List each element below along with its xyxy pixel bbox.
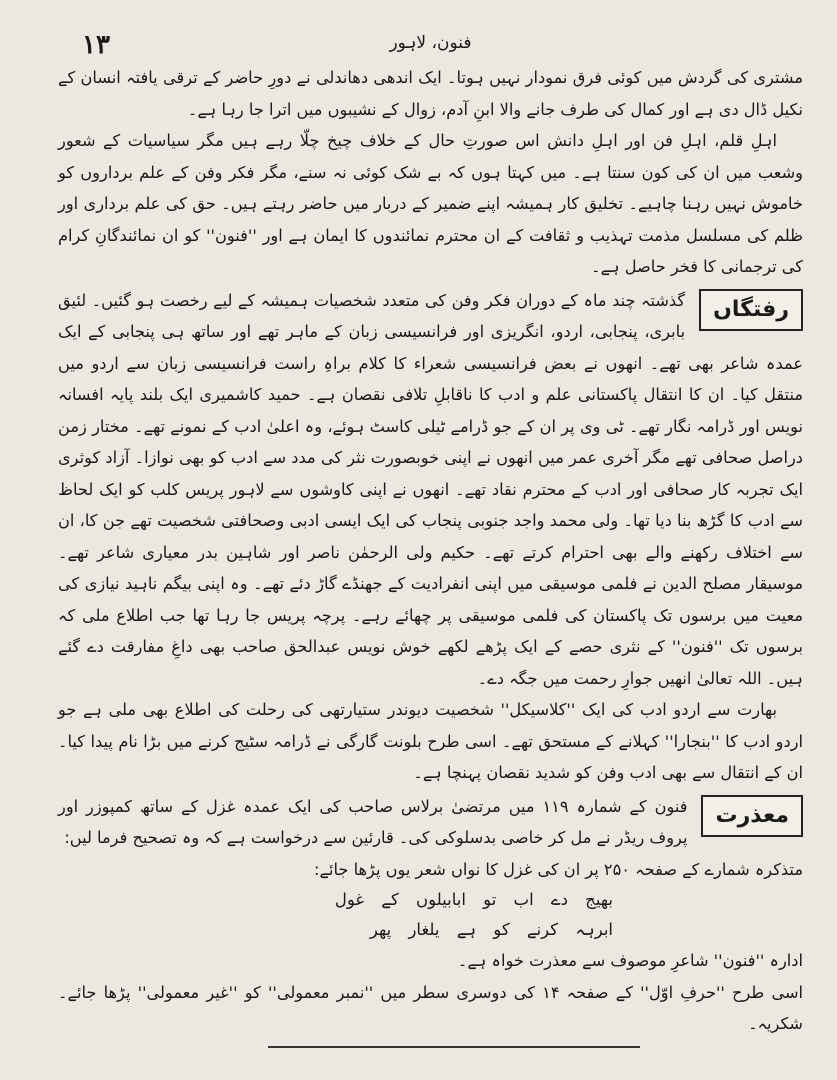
obituary-heading-box xyxy=(699,289,803,331)
apology-heading: معذرت xyxy=(715,802,789,828)
obituary-section xyxy=(58,285,803,789)
page-header xyxy=(58,28,803,62)
verse-block xyxy=(58,885,803,945)
obituary-paragraph-2: بھارت سے اردو ادب کی ایک ''کلاسیکل'' شخصیت دیوندر ستیارتھی کی رحلت کی اطلاع بھی ملی ہے جو اردو ادب کا ''بنجارا'' کہلانے کے مستحق تھے۔ اسی طرح بلونت گارگی نے ڈرامہ سٹیج کرنے میں بڑا نام پیدا کیا۔ ان کے انتقال سے بھی ادب وفن کو شدید نقصان پہنچا ہے۔ xyxy=(58,700,803,782)
verse-intro: متذکرہ شمارے کے صفحہ ۲۵۰ پر ان کی غزل کا نواں شعر یوں پڑھا جائے: xyxy=(314,859,803,879)
apology-closing-2: اسی طرح ''حرفِ اوّل'' کے صفحہ ۱۴ کی دوسری سطر میں ''نمبر معمولی'' کو ''غیر معمولی'' پڑھا جائے۔ شکریہ۔ xyxy=(58,982,804,1033)
obituary-paragraph-1: گذشتہ چند ماہ کے دوران فکر وفن کی متعدد شخصیات ہمیشہ کے لیے رخصت ہو گئیں۔ لئیق بابری، پنجابی، اردو، انگریزی اور فرانسیسی زبان کے ماہر تھے اور ساتھ ہی پنجابی کے ایک عمدہ شاعر بھی تھے۔ انھوں نے بعض فرانسیسی شعراء کا کلام براہِ راست فرانسیسی زبان سے اردو میں منتقل کیا۔ ان کا انتقال پاکستانی علم و ادب کا ناقابلِ تلافی نقصان ہے۔ حمید کاشمیری ایک بلند پایہ افسانہ نویس اور ڈرامہ نگار تھے۔ ٹی وی پر ان کے جو ڈرامے ٹیلی کاسٹ ہوئے، وہ اعلیٰ ادب کے نمونے تھے۔ مختار زمن دراصل صحافی تھے مگر آخری عمر میں انھوں نے اپنی خوبصورت نثر کی مدد سے ادب کو بھی نوازا۔ آزاد کوثری ایک تجربہ کار صحافی اور ادب کے محترم نقاد تھے۔ انھوں نے اپنی کاوشوں سے لاہور پریس کلب کو ایک لحاظ سے ادب کا گڑھ بنا دیا تھا۔ ولی محمد واجد جنوبی پنجاب کی ایک ایسی ادبی وصحافتی شخصیت تھے جن کا، ان سے اختلاف رکھنے والے بھی احترام کرتے تھے۔ حکیم ولی الرحمٰن ناصر اور شاہین بدر معیاری شاعر تھے۔ موسیقار مصلح الدین نے فلمی موسیقی میں اپنی انفرادیت کے جھنڈے گاڑ دئے تھے۔ وہ اپنی بیگم ناہید نیازی کی معیت میں برسوں تک پاکستان کی فلمی موسیقی پر چھائے رہے۔ پرچہ پریس جا رہا تھا جب اطلاع ملی کہ برسوں تک ''فنون'' کے نثری حصے کے ایک پڑھے لکھے خوش نویس عبدالحق صاحب بھی داغِ مفارقت دے گئے ہیں۔ اللہ تعالیٰ انھیں جوارِ رحمت میں جگہ دے۔ xyxy=(58,290,803,688)
footer-rule xyxy=(268,1046,640,1048)
apology-heading-box xyxy=(701,795,803,837)
editorial-body xyxy=(58,62,803,1040)
intro-paragraph-2: اہلِ قلم، اہلِ فن اور اہلِ دانش اس صورتِ حال کے خلاف چیخ چلّا رہے ہیں مگر سیاسیات کے شعور وشعب میں ان کی کون سنتا ہے۔ میں کہتا ہوں کہ بے شک کوئی نہ سنے، مگر فکر وفن کے علم برداروں کو خاموش نہیں رہنا چاہیے۔ تخلیق کار ہمیشہ اپنے ضمیر کے دربار میں حاضر رہتے ہیں۔ حق کی علم برداری اور ظلم کی مسلسل مذمت تہذیب و ثقافت کے ان محترم نمائندوں کا ایمان ہے اور ''فنون'' کو ان نمائندگانِ کرام کی ترجمانی کا فخر حاصل ہے۔ xyxy=(58,131,803,276)
verse-line-1: بھیج دے اب تو ابابیلوں کے غول xyxy=(334,890,613,909)
obituary-heading: رفتگاں xyxy=(713,296,789,322)
verse-line-2: ابرہہ کرنے کو ہے یلغار پھر xyxy=(369,920,613,939)
apology-closing-1: ادارہ ''فنون'' شاعرِ موصوف سے معذرت خواہ ہے۔ xyxy=(457,951,803,970)
apology-paragraph: فنون کے شمارہ ۱۱۹ میں مرتضیٰ برلاس صاحب کی ایک عمدہ غزل کے ساتھ کمپوزر اور پروف ریڈر نے مل کر خاصی بدسلوکی کی۔ قارئین سے درخواست ہے کہ وہ تصحیح فرما لیں: xyxy=(58,796,688,847)
apology-section xyxy=(58,791,803,1040)
page-number: ۱۳ xyxy=(82,30,110,60)
intro-paragraph-1: مشتری کی گردش میں کوئی فرق نمودار نہیں ہوتا۔ ایک اندھی دھاندلی نے دورِ حاضر کے ترقی یافتہ انسان کے نکیل ڈال دی ہے اور کمال کی طرف جانے والا ابنِ آدم، زوال کے نشیبوں میں اترا جا رہا ہے۔ xyxy=(58,68,803,119)
running-head: فنون، لاہور xyxy=(389,33,472,53)
